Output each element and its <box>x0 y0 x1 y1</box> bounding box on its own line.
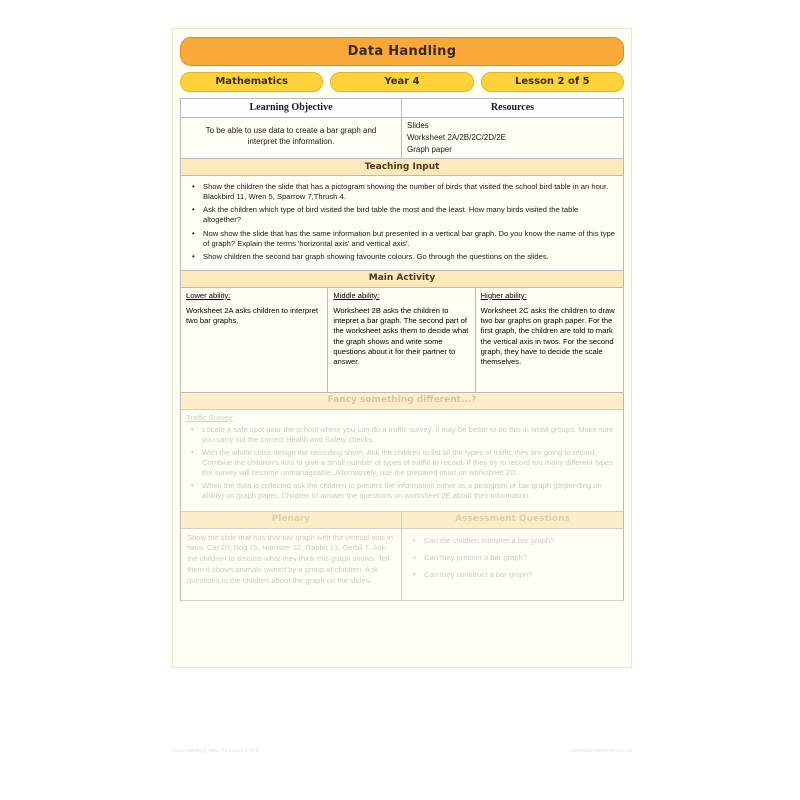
assessment-item: • Can they construct a bar graph? <box>424 570 617 580</box>
page-footer <box>172 748 632 754</box>
assessment-item: • Can the children interpret a bar graph? <box>424 536 617 546</box>
footer-left-text: Data Handling Year 4 Lesson 2 of 5 <box>172 748 259 754</box>
ability-higher-label: Higher ability: <box>480 290 527 300</box>
document-title-banner <box>180 37 624 66</box>
ability-middle-label: Middle ability: <box>333 290 380 300</box>
resource-item: Worksheet 2A/2B/2C/2D/2E <box>407 133 507 143</box>
header-row-objective-resources <box>181 99 623 118</box>
teaching-input-list <box>187 182 617 262</box>
teaching-input-item: • Show the children the slide that has a pictogram showing the number of birds that visited the school bird table in an hour. Blackbird 11, Wren 5, Sparrow 7,Thrush 4. <box>203 182 617 202</box>
fancy-body <box>181 410 623 512</box>
pill-year: Year 4 <box>330 72 473 92</box>
fancy-item: • Locate a safe spot near the school where you can do a traffic survey. It may be better to do this in small groups. Make sure you carry out the correct Health and Safety checks. <box>202 425 618 445</box>
resource-item: Slides <box>407 121 429 131</box>
lesson-plan-sheet <box>172 28 632 668</box>
ability-middle-text: Worksheet 2B asks the children to intepret a bar graph. The second part of the worksheet asks them to decide what the graph shows and write some questions about it for their partner to answer. <box>333 305 469 367</box>
band-fancy-something-different: Fancy something different...? <box>181 393 623 410</box>
assessment-body <box>402 529 623 601</box>
band-plenary: Plenary <box>181 512 402 529</box>
fancy-list <box>186 425 618 502</box>
footer-right-text: www.teachitprimary.co.uk <box>570 748 632 754</box>
row-objective-resources <box>181 118 623 159</box>
ability-lower-text: Worksheet 2A asks children to interpret two bar graphs. <box>186 305 318 326</box>
pill-lesson: Lesson 2 of 5 <box>481 72 624 92</box>
ability-lower-label: Lower ability: <box>186 290 231 300</box>
ability-middle <box>328 288 475 393</box>
assessment-list <box>408 536 617 580</box>
teaching-input-item: • Ask the children which type of bird visited the bird table the most and the least. How many birds visited the table altogether? <box>203 205 617 225</box>
plenary-text: Show the slide that has that bar graph with the vertical axis in twos. Cat 20, Dog 15, Hamster 12, Rabbit 13, Gerbil 7. Ask the children to discuss what they think this graph shows. Tell them it shows animals owned by a group of children. Ask questions to the children about the graph on the slides. <box>187 532 393 585</box>
document-page <box>100 0 700 800</box>
fancy-item: • With the whole class design the recording sheet. Ask the children to list all the types of traffic they are going to record. Combine the children's lists to give a small number of types of traffic to record. If they try to record too many different types the survey will become unmanageable. Alternatively, use the prepared chart on worksheet 2D. <box>202 448 618 478</box>
page-title: Data Handling <box>347 44 457 59</box>
ability-lower <box>181 288 328 393</box>
assessment-item: • Can they present a bar graph? <box>424 553 617 563</box>
pill-subject: Mathematics <box>180 72 323 92</box>
ability-higher <box>476 288 623 393</box>
ability-higher-text: Worksheet 2C asks the children to draw two bar graphs on graph paper. For the first graph, the children are told to mark the vertical axis in twos. For the second graph, they have to decide the scale themselves. <box>480 305 615 367</box>
learning-objective-text: To be able to use data to create a bar graph and interpret the information. <box>181 118 402 159</box>
main-activity-row <box>181 288 623 393</box>
subject-pill-row <box>180 72 624 92</box>
resources-list <box>402 118 623 159</box>
plenary-assessment-body <box>181 529 623 601</box>
teaching-input-item: • Show children the second bar graph showing favourite colours. Go through the questions on the slides. <box>203 252 617 262</box>
fancy-item: • When the data is collected ask the children to present the information either as a pictogram or bar graph (depending on ability) on graph paper. Children to answer the questions on worksheet 2E about their information. <box>202 481 618 501</box>
resource-item: Graph paper <box>407 145 452 155</box>
header-resources: Resources <box>402 99 623 118</box>
band-plenary-assessment <box>181 512 623 529</box>
band-main-activity: Main Activity <box>181 271 623 288</box>
teaching-input-item: • Now show the slide that has the same information but presented in a vertical bar graph. Do you know the name of this type of graph? Explain the terms 'horizontal axis' and vertical axis'. <box>203 229 617 249</box>
plenary-body <box>181 529 402 601</box>
band-teaching-input: Teaching Input <box>181 159 623 176</box>
fancy-subtitle: Traffic Survey <box>186 412 233 422</box>
header-learning-objective: Learning Objective <box>181 99 402 118</box>
teaching-input-body <box>181 176 623 271</box>
lesson-plan-table <box>180 98 624 601</box>
band-assessment-questions: Assessment Questions <box>402 512 623 529</box>
